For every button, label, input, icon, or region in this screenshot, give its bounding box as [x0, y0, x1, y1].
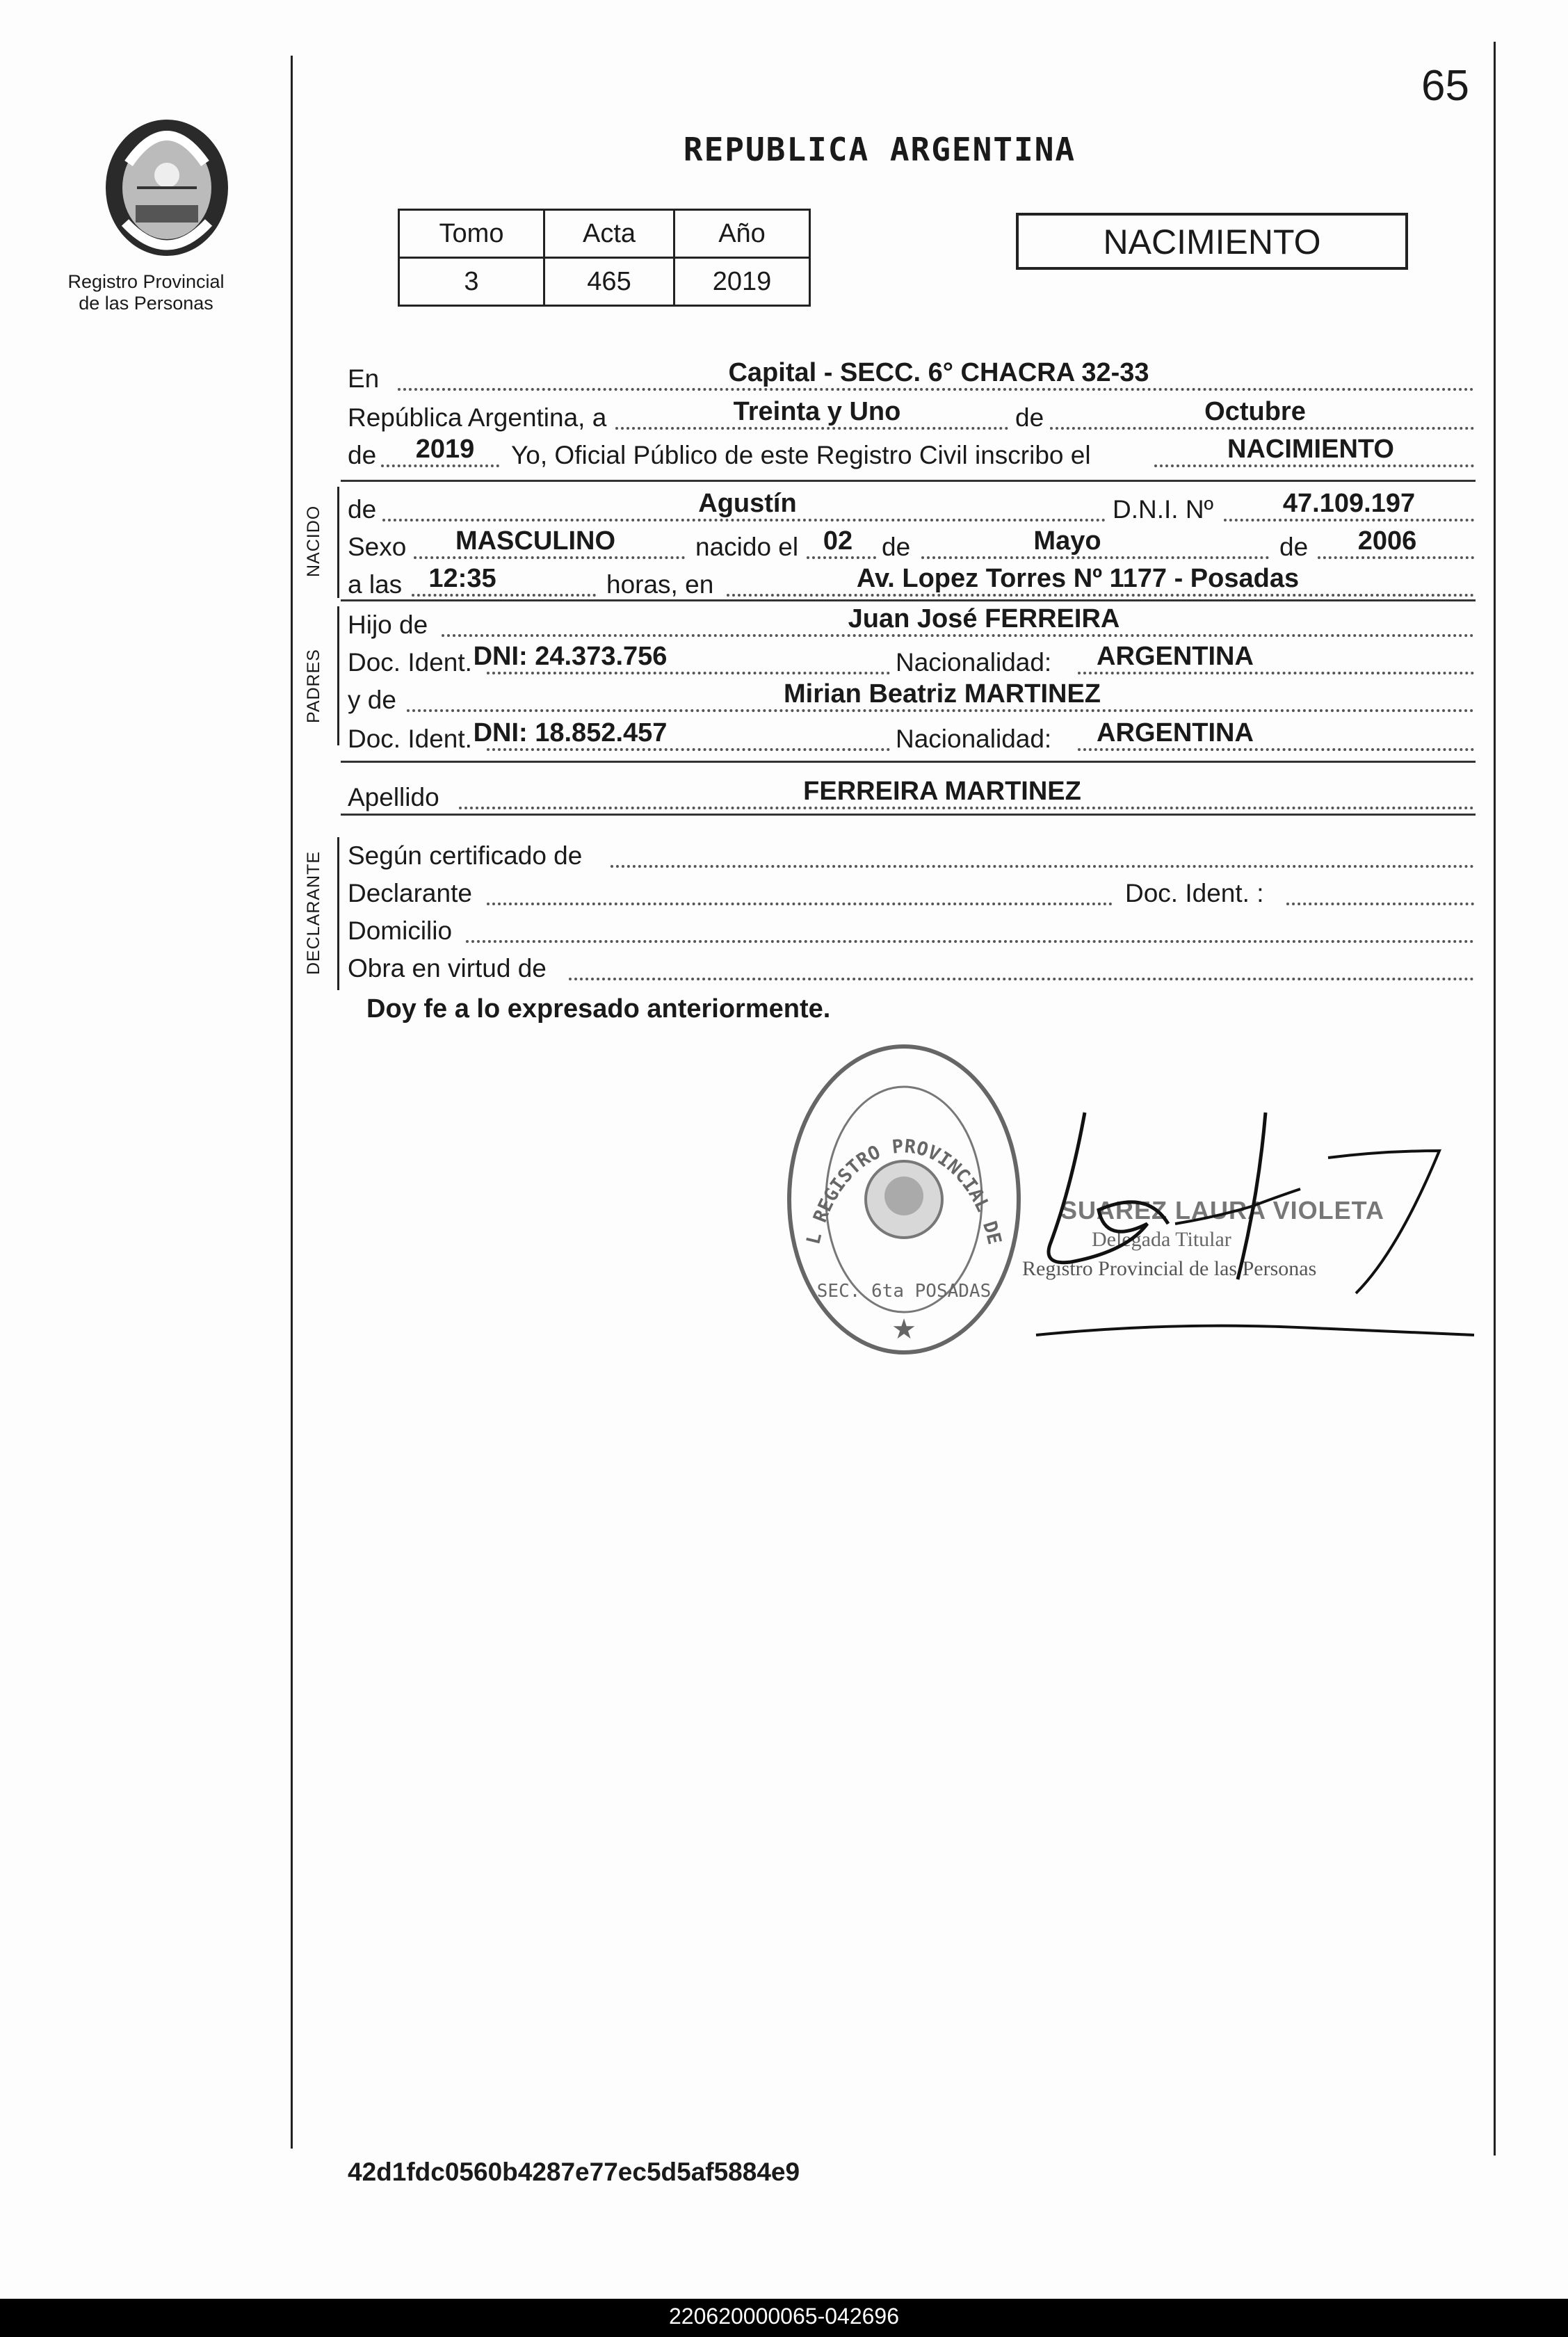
- anio-value: 2019: [674, 258, 810, 306]
- page-number: 65: [1421, 62, 1469, 110]
- horas-en-label: horas, en: [606, 570, 714, 599]
- father-value: Juan José FERREIRA: [848, 604, 1120, 633]
- inscribo-text: Yo, Oficial Público de este Registro Civil inscribo el: [511, 441, 1091, 469]
- nacionalidad-label: Nacionalidad:: [896, 725, 1052, 753]
- doc-ident-label: Doc. Ident.: [348, 648, 472, 677]
- dotted-leader: [1078, 748, 1474, 751]
- signatory-name: SUAREZ LAURA VIOLETA: [1060, 1196, 1384, 1224]
- line-apellido: [348, 773, 1474, 815]
- separator: [341, 480, 1476, 482]
- place-value: Capital - SECC. 6° CHACRA 32-33: [728, 358, 1149, 387]
- month-value: Octubre: [1204, 397, 1306, 426]
- separator: [341, 761, 1476, 763]
- line-declarante: [348, 869, 1474, 911]
- dotted-leader: [414, 556, 685, 559]
- de-label: de: [882, 533, 911, 561]
- line-hijo: [348, 601, 1474, 642]
- dotted-leader: [615, 427, 1008, 430]
- dotted-leader: [442, 634, 1474, 637]
- dotted-leader: [1078, 672, 1474, 674]
- line-domicilio: [348, 907, 1474, 948]
- reference-table: [398, 209, 811, 307]
- doc-ident-label: Doc. Ident. :: [1125, 879, 1264, 907]
- mother-value: Mirian Beatriz MARTINEZ: [783, 679, 1101, 709]
- line-anio: [348, 431, 1474, 473]
- dotted-leader: [569, 978, 1474, 980]
- mother-dni-value: DNI: 18.852.457: [473, 718, 668, 747]
- dotted-leader: [1224, 519, 1474, 521]
- handwritten-signature-icon: [967, 1085, 1495, 1363]
- line-certificado: [348, 832, 1474, 873]
- line-obra: [348, 944, 1474, 986]
- acta-value: 465: [544, 258, 674, 306]
- dotted-leader: [381, 464, 499, 467]
- apellido-label: Apellido: [348, 783, 439, 811]
- dotted-leader: [487, 748, 890, 751]
- certificado-label: Según certificado de: [348, 841, 583, 870]
- stamp-inner-text: SEC. 6ta POSADAS: [816, 1281, 992, 1302]
- dotted-leader: [487, 672, 890, 674]
- padres-bracket: [337, 606, 339, 745]
- a-las-label: a las: [348, 570, 403, 599]
- svg-text:★: ★: [891, 1313, 916, 1345]
- domicilio-label: Domicilio: [348, 916, 453, 945]
- father-dni-value: DNI: 24.373.756: [473, 642, 668, 671]
- birth-year-value: 2006: [1357, 526, 1417, 556]
- de-label: de: [1015, 403, 1044, 432]
- birth-time-value: 12:35: [428, 564, 496, 593]
- logo-caption-line2: de las Personas: [79, 293, 213, 314]
- nacionalidad-label: Nacionalidad:: [896, 648, 1052, 677]
- line-doc-padre: [348, 638, 1474, 680]
- dotted-leader: [611, 865, 1474, 868]
- declarante-bracket: [337, 837, 339, 990]
- line-hora: [348, 560, 1474, 602]
- mother-nationality-value: ARGENTINA: [1097, 718, 1254, 747]
- declarante-label: DECLARANTE: [304, 850, 323, 975]
- dotted-leader: [1050, 427, 1474, 430]
- line-fecha: [348, 394, 1474, 435]
- dotted-leader: [1154, 464, 1474, 467]
- father-nationality-value: ARGENTINA: [1097, 642, 1254, 671]
- left-margin-rule: [291, 56, 293, 2149]
- dotted-leader: [921, 556, 1269, 559]
- doc-ident-label: Doc. Ident.: [348, 725, 472, 753]
- dotted-leader: [466, 940, 1474, 943]
- de-label: de: [1279, 533, 1309, 561]
- dotted-leader: [382, 519, 1106, 521]
- stamp-outer-text: L REGISTRO PROVINCIAL DE: [802, 1135, 1005, 1247]
- line-nombre: [348, 485, 1474, 527]
- logo-caption-line1: Registro Provincial: [67, 271, 225, 292]
- signatory-role: Delegada Titular: [1092, 1228, 1231, 1251]
- page-title: REPUBLICA ARGENTINA: [683, 131, 1076, 168]
- tomo-value: 3: [399, 258, 544, 306]
- document-type-box: NACIMIENTO: [1016, 213, 1408, 270]
- document-hash: 42d1fdc0560b4287e77ec5d5af5884e9: [348, 2158, 800, 2186]
- padres-label: PADRES: [304, 649, 323, 723]
- line-sexo: [348, 523, 1474, 565]
- dotted-leader: [727, 594, 1474, 597]
- signatory-organization: Registro Provincial de las Personas: [1022, 1257, 1317, 1280]
- dotted-leader: [398, 388, 1474, 391]
- nacido-bracket: [337, 487, 339, 598]
- birth-month-value: Mayo: [1033, 526, 1101, 556]
- birth-day-value: 02: [823, 526, 853, 556]
- dotted-leader: [459, 807, 1474, 809]
- birth-place-value: Av. Lopez Torres Nº 1177 - Posadas: [856, 564, 1300, 593]
- line-madre: [348, 676, 1474, 718]
- anio-header: Año: [674, 210, 810, 258]
- sex-value: MASCULINO: [455, 526, 616, 556]
- obra-label: Obra en virtud de: [348, 954, 547, 982]
- dni-label: D.N.I. Nº: [1113, 495, 1214, 524]
- acta-type-value: NACIMIENTO: [1227, 435, 1394, 464]
- acta-header: Acta: [544, 210, 674, 258]
- line-doc-madre: [348, 715, 1474, 757]
- dotted-leader: [412, 594, 596, 597]
- declarante-field-label: Declarante: [348, 879, 472, 907]
- closing-statement: Doy fe a lo expresado anteriormente.: [366, 994, 831, 1024]
- dni-value: 47.109.197: [1282, 489, 1416, 518]
- dotted-leader: [407, 709, 1474, 712]
- en-label: En: [348, 364, 380, 393]
- dotted-leader: [1286, 903, 1474, 905]
- dotted-leader: [487, 903, 1113, 905]
- surname-value: FERREIRA MARTINEZ: [803, 777, 1081, 806]
- dotted-leader: [1318, 556, 1474, 559]
- nacido-label: NACIDO: [304, 505, 323, 577]
- name-value: Agustín: [698, 489, 797, 518]
- nacido-el-label: nacido el: [695, 533, 799, 561]
- dotted-leader: [807, 556, 876, 559]
- logo-caption: [56, 271, 236, 314]
- tomo-header: Tomo: [399, 210, 544, 258]
- de-label: de: [348, 441, 377, 469]
- hijo-de-label: Hijo de: [348, 610, 428, 639]
- separator: [341, 814, 1476, 816]
- day-value: Treinta y Uno: [733, 397, 901, 426]
- footer-document-id: 220620000065-042696: [669, 2304, 899, 2329]
- y-de-label: y de: [348, 686, 396, 714]
- de-label: de: [348, 495, 377, 524]
- year-value: 2019: [415, 435, 475, 464]
- line-en: [348, 355, 1474, 396]
- republica-label: República Argentina, a: [348, 403, 607, 432]
- sexo-label: Sexo: [348, 533, 407, 561]
